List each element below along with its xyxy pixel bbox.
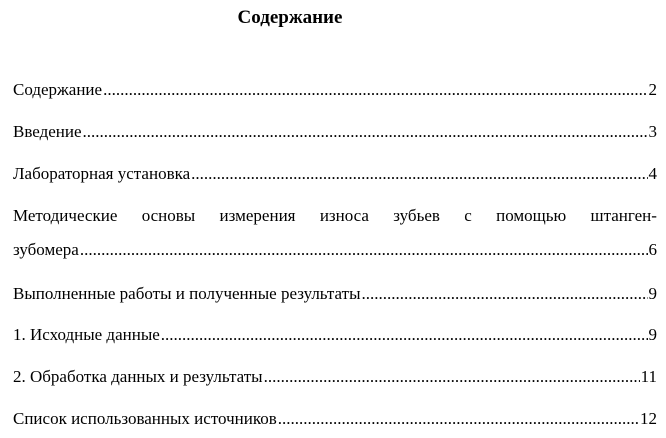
dot-leader [83,122,648,142]
toc-entry-contents[interactable] [13,80,657,100]
toc-entry-text: Введение [13,122,82,141]
toc-word: зубьев [393,206,440,225]
toc-page-number: 9 [648,284,657,303]
dot-leader [362,284,648,304]
toc-word: с [464,206,472,225]
dot-leader [103,80,647,100]
toc-word: измерения [219,206,296,225]
toc-word: Методические [13,206,118,225]
dot-leader [161,325,648,345]
toc-entry-introduction[interactable] [13,122,657,142]
toc-entry-text-line1 [13,206,657,226]
toc-entry-text: Содержание [13,80,103,99]
toc-page-number: 6 [648,240,657,259]
toc-page-number: 3 [648,122,657,141]
toc-entry-text: 1. Исходные данные [13,325,160,344]
toc-word: износа [319,206,369,225]
toc-word: помощью [496,206,567,225]
toc-page-number: 2 [648,80,657,99]
dot-leader [191,164,647,184]
toc-entry-input-data[interactable] [13,325,657,345]
document-title: Содержание [237,7,343,28]
toc-entry-text: Список использованных источников [13,409,277,428]
toc-page-number: 11 [640,367,657,386]
toc-entry-text: 2. Обработка данных и результаты [13,367,263,386]
dot-leader [278,409,639,429]
toc-entry-text: Лабораторная установка [13,164,191,183]
toc-page-number: 12 [640,409,657,428]
toc-word: штанген- [590,206,657,225]
dot-leader [264,367,640,387]
toc-entry-references[interactable] [13,409,657,429]
toc-entry-results[interactable] [13,284,657,304]
toc-entry-methodology[interactable] [13,206,657,260]
toc-page-number: 4 [648,164,657,183]
toc-entry-processing[interactable] [13,367,657,387]
dot-leader [80,240,648,260]
toc-entry-lab-setup[interactable] [13,164,657,184]
toc-entry-text-line2: зубомера [13,240,79,259]
toc-entry-text: Выполненные работы и полученные результаты [13,284,361,303]
toc-page-number: 9 [648,325,657,344]
toc-word: основы [141,206,196,225]
